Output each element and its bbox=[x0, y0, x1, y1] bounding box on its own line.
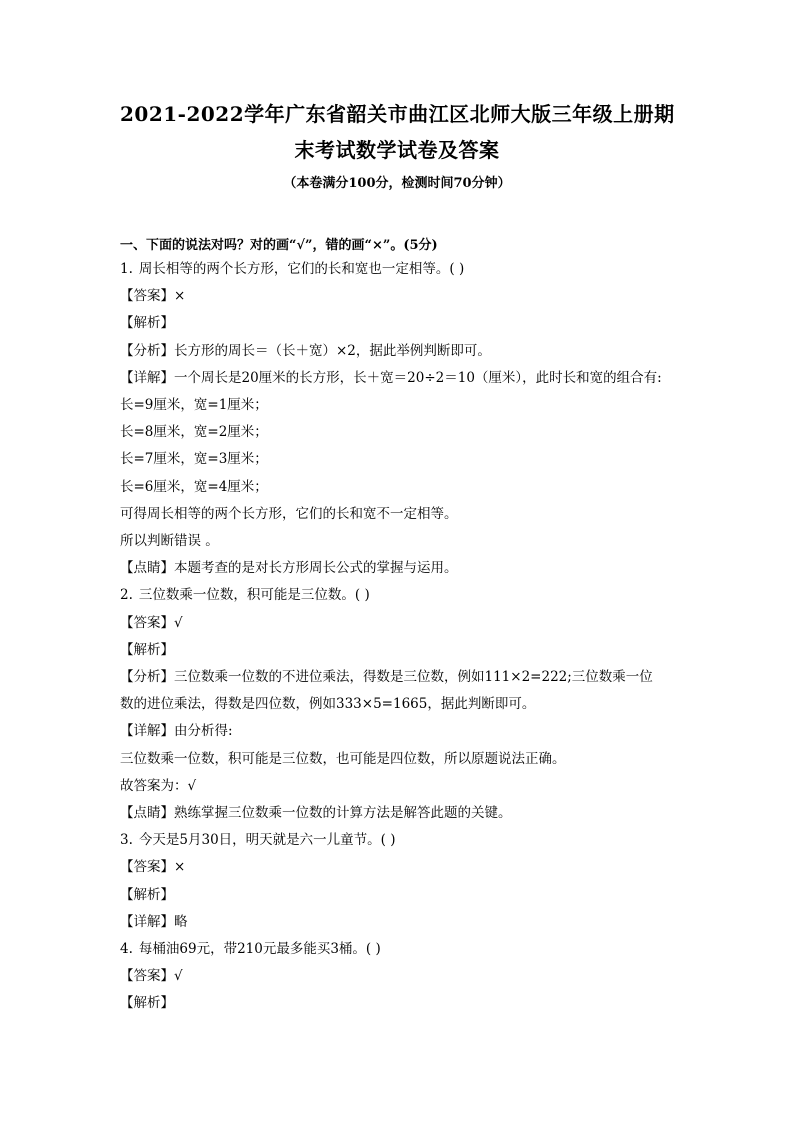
question-1-stem bbox=[120, 256, 674, 283]
combo-line: 长=7厘米，宽=3厘米； bbox=[120, 451, 268, 468]
question-3-stem bbox=[120, 827, 674, 854]
question-number: 2. bbox=[120, 587, 133, 604]
question-3 bbox=[120, 827, 674, 936]
document-title bbox=[120, 96, 674, 168]
title-line-2: 末考试数学试卷及答案 bbox=[294, 138, 500, 162]
question-2-stem bbox=[120, 582, 674, 609]
fenxi-line: 数的进位乘法，得数是四位数，例如333×5=1665，据此判断即可。 bbox=[120, 696, 536, 713]
analysis-label: 【解析】 bbox=[120, 641, 174, 658]
analysis-label: 【解析】 bbox=[120, 315, 174, 332]
title-line-1: 2021-2022学年广东省韶关市曲江区北师大版三年级上册期 bbox=[120, 102, 675, 126]
question-2 bbox=[120, 582, 674, 827]
question-text: 每桶油69元，带210元最多能买3桶。( ) bbox=[138, 941, 381, 958]
analysis-label: 【解析】 bbox=[120, 995, 174, 1012]
xiangjie-line: 【详解】略 bbox=[120, 913, 188, 930]
xiangjie-line: 【详解】一个周长是20厘米的长方形，长＋宽＝20÷2＝10（厘米），此时长和宽的组合有: bbox=[120, 369, 662, 386]
answer-line: 【答案】√ bbox=[120, 614, 183, 631]
question-text: 三位数乘一位数，积可能是三位数。( ) bbox=[138, 587, 370, 604]
combo-line: 长=6厘米，宽=4厘米； bbox=[120, 478, 268, 495]
fenxi-line: 【分析】长方形的周长＝（长＋宽）×2，据此举例判断即可。 bbox=[120, 342, 491, 359]
section-1-heading: 一、下面的说法对吗？对的画“√”，错的画“×”。(5分) bbox=[120, 238, 438, 253]
question-text: 周长相等的两个长方形，它们的长和宽也一定相等。( ) bbox=[138, 261, 465, 277]
document-subtitle: （本卷满分100分，检测时间70分钟） bbox=[283, 176, 511, 191]
conclusion-line: 可得周长相等的两个长方形，它们的长和宽不一定相等。 bbox=[120, 505, 458, 522]
xiangjie-line: 【详解】由分析得: bbox=[120, 723, 233, 740]
answer-line: 【答案】× bbox=[120, 288, 186, 305]
explain-line: 三位数乘一位数，积可能是三位数，也可能是四位数，所以原题说法正确。 bbox=[120, 750, 566, 767]
question-text: 今天是5月30日，明天就是六一儿童节。( ) bbox=[138, 832, 396, 849]
question-1 bbox=[120, 256, 674, 582]
answer-line: 【答案】√ bbox=[120, 968, 183, 985]
question-number: 1. bbox=[120, 261, 133, 277]
judgement-line: 所以判断错误 。 bbox=[120, 533, 219, 550]
dianjing-line: 【点睛】熟练掌握三位数乘一位数的计算方法是解答此题的关键。 bbox=[120, 805, 512, 822]
question-number: 3. bbox=[120, 832, 133, 849]
question-4 bbox=[120, 936, 674, 1018]
analysis-label: 【解析】 bbox=[120, 886, 174, 903]
fenxi-line: 【分析】三位数乘一位数的不进位乘法，得数是三位数，例如111×2=222;三位数乘一位 bbox=[120, 669, 653, 686]
combo-line: 长=9厘米，宽=1厘米； bbox=[120, 397, 268, 414]
question-4-stem bbox=[120, 936, 674, 963]
question-number: 4. bbox=[120, 941, 133, 958]
answer-line: 【答案】× bbox=[120, 859, 186, 876]
dianjing-line: 【点睛】本题考查的是对长方形周长公式的掌握与运用。 bbox=[120, 560, 458, 577]
combo-line: 长=8厘米，宽=2厘米； bbox=[120, 424, 268, 441]
final-answer-line: 故答案为：√ bbox=[120, 777, 197, 794]
